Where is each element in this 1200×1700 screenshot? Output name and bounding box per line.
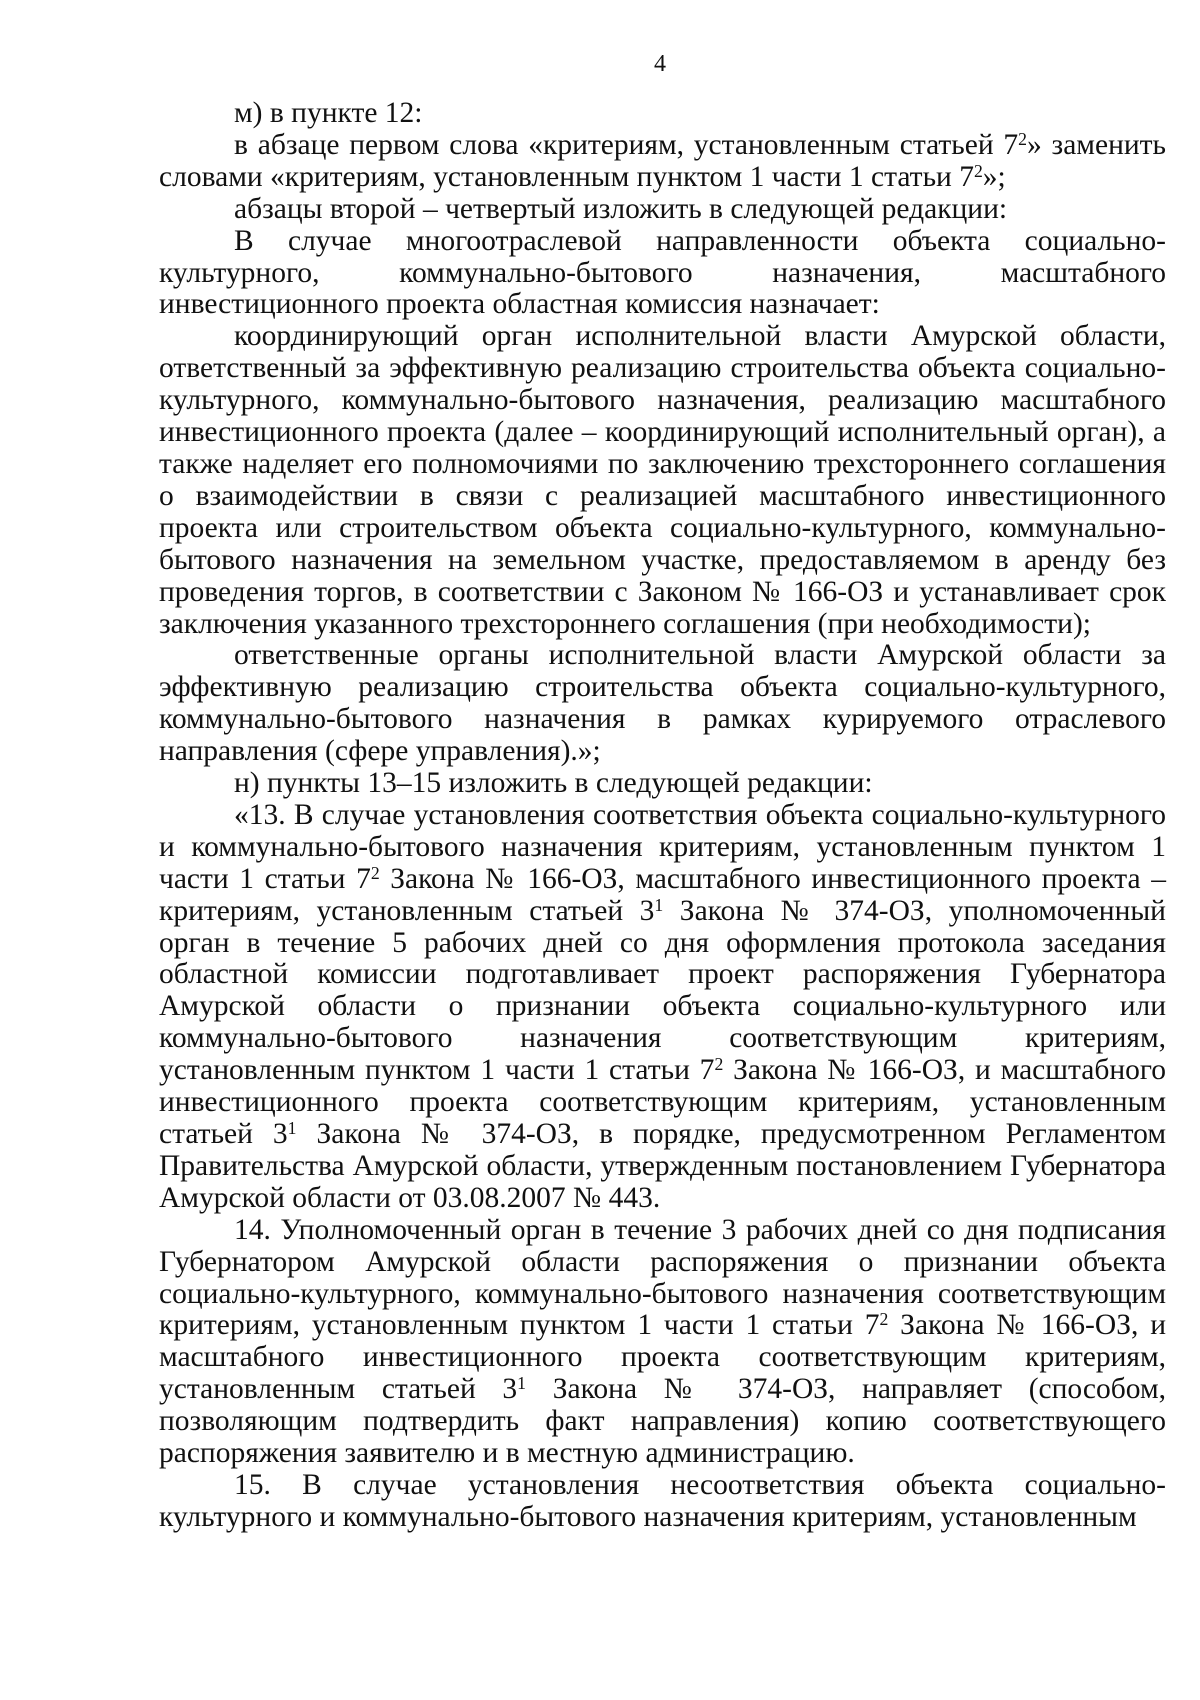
superscript-index: 2 — [714, 1054, 724, 1075]
superscript-index: 1 — [517, 1373, 527, 1394]
paragraph-abzacy-intro: абзацы второй – четвертый изложить в следующей редакции: — [234, 192, 1008, 225]
superscript-index: 1 — [287, 1117, 297, 1138]
paragraph-multisector-case: В случае многоотраслевой направленности объекта социально-культурного, коммунально-бытового назначения, масштабного инвестиционного проекта областная комиссия назначает: — [159, 224, 1166, 321]
paragraph-point-14: 14. Уполномоченный орган в течение 3 рабочих дней со дня подписания Губернатором Амурской области распоряжения о признании объекта социально-культурного, коммунально-бытового назначения соответствующим критериям, установленным пунктом 1 части 1 статьи $7^2$ Закона № 166-ОЗ, и масштабного инвестиционного проекта соответствующим критериям, установленным статьей $3^1$ Закона № 374-ОЗ, направляет (способом, позволяющим подтвердить факт направления) копию соответствующего распоряжения заявителю и в местную администрацию. — [159, 1213, 1166, 1470]
document-body — [159, 98, 1166, 1534]
superscript-index: 2 — [370, 862, 380, 883]
paragraph-point-15: 15. В случае установления несоответствия объекта социально-культурного и коммунально-бытового назначения критериям, установленным — [159, 1468, 1166, 1533]
superscript-index: 2 — [1018, 128, 1028, 149]
paragraph-point-13: «13. В случае установления соответствия объекта социально-культурного и коммунально-бытового назначения критериям, установленным пунктом 1 части 1 статьи $7^2$ Закона № 166-ОЗ, масштабного инвестиционного проекта – критериям, установленным статьей $3^1$ Закона № 374-ОЗ, уполномоченный орган в течение 5 рабочих дней со дня оформления протокола заседания областной комиссии подготавливает проект распоряжения Губернатора Амурской области о признании объекта социально-культурного или коммунально-бытового назначения соответствующим критериям, установленным пунктом 1 части 1 статьи $7^2$ Закона № 166-ОЗ, и масштабного инвестиционного проекта соответствующим критериям, установленным статьей $3^1$ Закона № 374-ОЗ, в порядке, предусмотренном Регламентом Правительства Амурской области, утвержденным постановлением Губернатора Амурской области от 03.08.2007 № 443. — [159, 798, 1167, 1214]
paragraph-responsible-bodies: ответственные органы исполнительной власти Амурской области за эффективную реализацию строительства объекта социально-культурного, коммунально-бытового назначения в рамках курируемого отраслевого направления (сфере управления).»; — [159, 639, 1166, 768]
superscript-index: 2 — [879, 1309, 889, 1330]
page-number: 4 — [654, 51, 666, 77]
paragraph-coordinating-body: координирующий орган исполнительной власти Амурской области, ответственный за эффективную реализацию строительства объекта социально-культурного, коммунально-бытового назначения, реализацию масштабного инвестиционного проекта (далее – координирующий исполнительный орган), а также наделяет его полномочиями по заключению трехстороннего соглашения о взаимодействии в связи с реализацией масштабного инвестиционного проекта или строительством объекта социально-культурного, коммунально-бытового назначения на земельном участке, предоставляемом в аренду без проведения торгов, в соответствии с Законом № 166-ОЗ и устанавливает срок заключения указанного трехстороннего соглашения (при необходимости); — [159, 320, 1166, 640]
paragraph-item-m: м) в пункте 12: — [234, 97, 423, 129]
paragraph-item-n: н) пункты 13–15 изложить в следующей редакции: — [234, 767, 873, 800]
superscript-index: 2 — [973, 160, 983, 181]
paragraph-first-abzac-replacement: в абзаце первом слова «критериям, установленным статьей $7^2$» заменить словами «критериям, установленным пунктом 1 части 1 статьи $7^2$»; — [159, 128, 1166, 193]
superscript-index: 1 — [654, 894, 664, 915]
